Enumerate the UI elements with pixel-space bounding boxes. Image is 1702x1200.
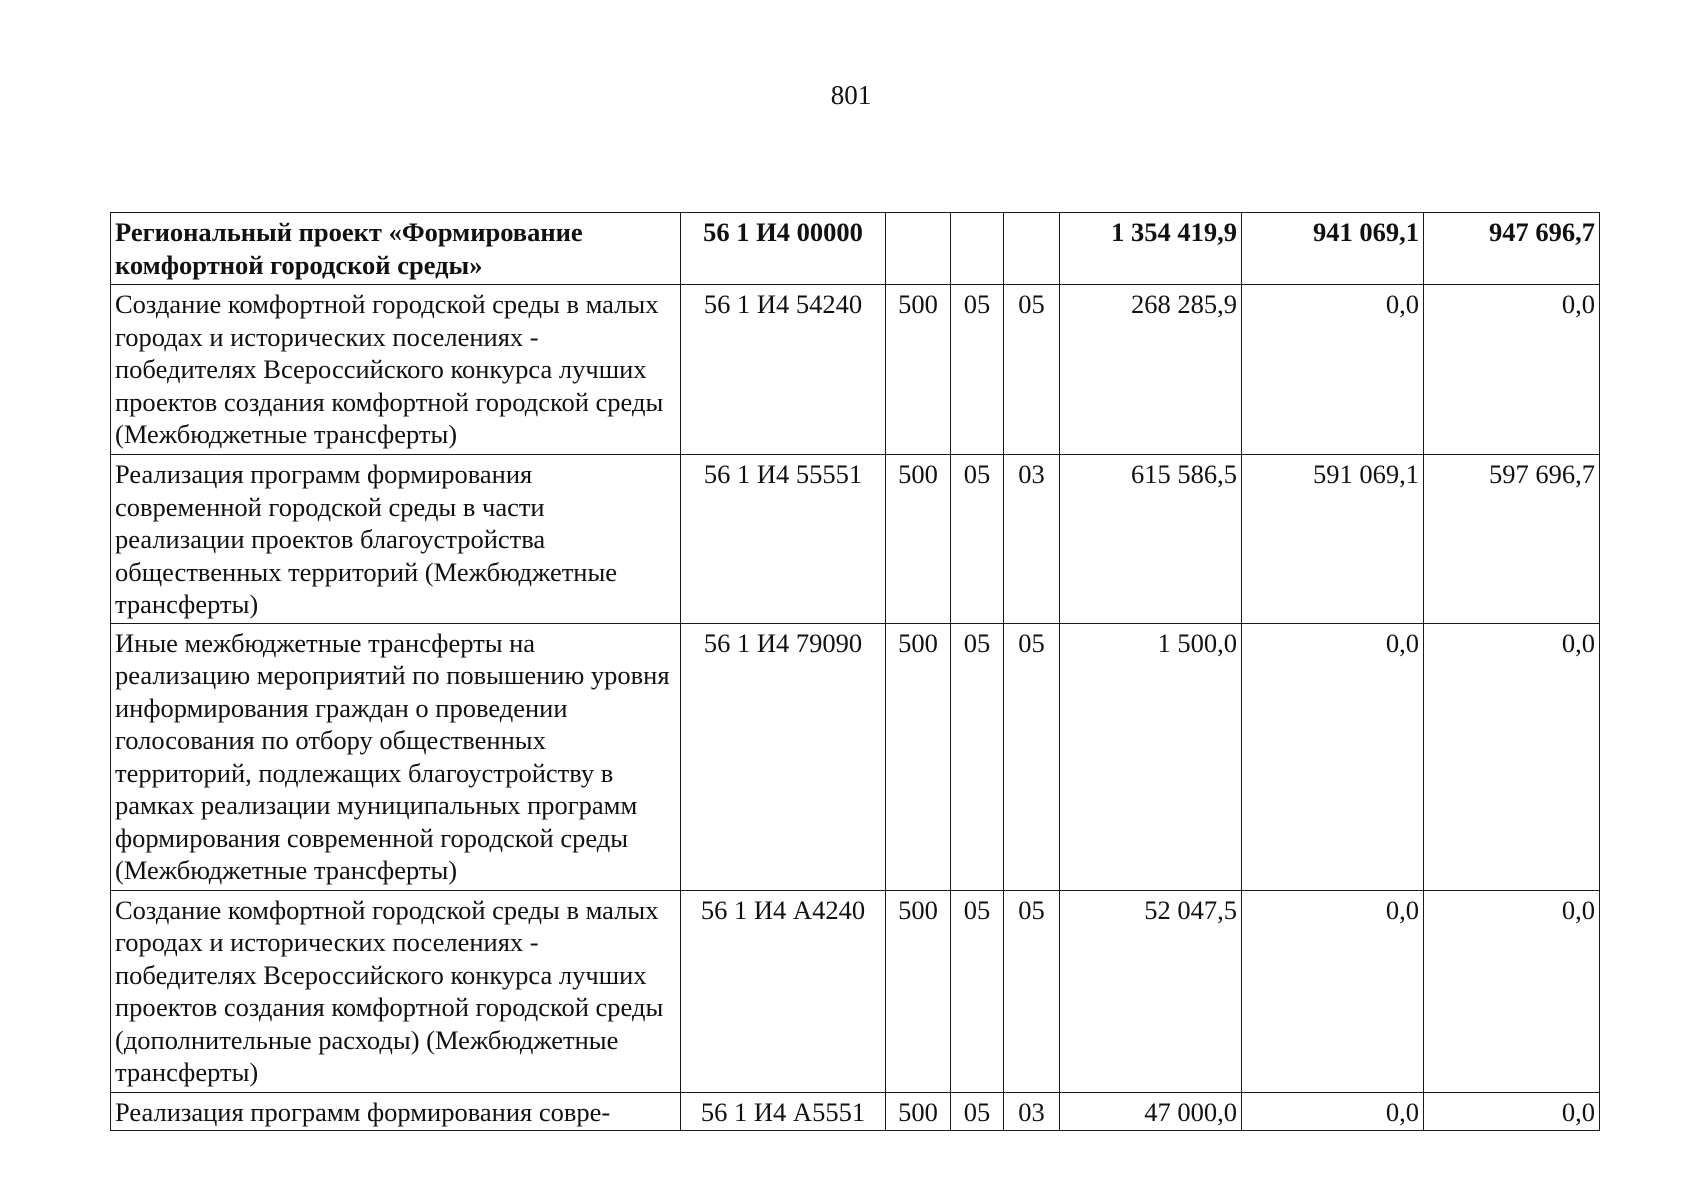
- cell-amount-3: 597 696,7: [1424, 455, 1600, 624]
- cell-subsection: 05: [1004, 890, 1060, 1092]
- table-row: [111, 285, 1600, 455]
- cell-target-code: 56 1 И4 55551: [681, 455, 886, 624]
- table-row: [111, 623, 1600, 890]
- cell-subsection: 03: [1004, 455, 1060, 624]
- cell-item-name: [111, 455, 681, 624]
- cell-item-name: [111, 213, 681, 285]
- cell-expense-type: 500: [886, 455, 951, 624]
- cell-amount-3: 0,0: [1424, 285, 1600, 455]
- cell-amount-1: 52 047,5: [1060, 890, 1242, 1092]
- cell-expense-type: 500: [886, 890, 951, 1092]
- cell-target-code: 56 1 И4 А5551: [681, 1092, 886, 1131]
- item-name: Региональный проект «Формирование комфортной городской среды»: [115, 217, 583, 280]
- cell-subsection: 05: [1004, 285, 1060, 455]
- cell-amount-1: 1 354 419,9: [1060, 213, 1242, 285]
- cell-target-code: 56 1 И4 79090: [681, 623, 886, 890]
- cell-amount-3: 0,0: [1424, 623, 1600, 890]
- cell-section: [951, 213, 1004, 285]
- cell-item-name: [111, 623, 681, 890]
- cell-target-code: 56 1 И4 А4240: [681, 890, 886, 1092]
- page-number: 801: [830, 80, 872, 110]
- cell-section: 05: [951, 1092, 1004, 1131]
- cell-section: 05: [951, 623, 1004, 890]
- cell-expense-type: 500: [886, 285, 951, 455]
- cell-amount-1: 1 500,0: [1060, 623, 1242, 890]
- cell-amount-3: 0,0: [1424, 890, 1600, 1092]
- table-row: [111, 213, 1600, 285]
- cell-expense-type: [886, 213, 951, 285]
- table-row: [111, 455, 1600, 624]
- cell-amount-2: 941 069,1: [1242, 213, 1424, 285]
- cell-amount-1: 47 000,0: [1060, 1092, 1242, 1131]
- cell-amount-2: 0,0: [1242, 1092, 1424, 1131]
- cell-target-code: 56 1 И4 00000: [681, 213, 886, 285]
- cell-amount-2: 0,0: [1242, 285, 1424, 455]
- cell-amount-2: 591 069,1: [1242, 455, 1424, 624]
- cell-section: 05: [951, 890, 1004, 1092]
- cell-item-name: [111, 890, 681, 1092]
- cell-amount-2: 0,0: [1242, 890, 1424, 1092]
- cell-amount-1: 268 285,9: [1060, 285, 1242, 455]
- budget-table: [110, 212, 1600, 1131]
- cell-amount-3: 0,0: [1424, 1092, 1600, 1131]
- cell-expense-type: 500: [886, 623, 951, 890]
- cell-section: 05: [951, 455, 1004, 624]
- item-name: Иные межбюджетные трансферты на реализацию мероприятий по повышению уровня информирования граждан о проведении голосования по отбору общественных территорий, подлежащих благоустройству в рамках реализации муниципальных программ формирования современной городской среды (Межбюджетные трансферты): [115, 627, 670, 885]
- cell-amount-1: 615 586,5: [1060, 455, 1242, 624]
- cell-item-name: [111, 285, 681, 455]
- cell-amount-3: 947 696,7: [1424, 213, 1600, 285]
- item-name: Создание комфортной городской среды в малых городах и исторических поселениях - победителях Всероссийского конкурса лучших проектов создания комфортной городской среды (дополнительные расходы) (Межбюджетные трансферты): [115, 894, 664, 1087]
- cell-subsection: 05: [1004, 623, 1060, 890]
- table-row: [111, 1092, 1600, 1131]
- item-name: Реализация программ формирования совре-: [115, 1096, 611, 1127]
- cell-target-code: 56 1 И4 54240: [681, 285, 886, 455]
- cell-amount-2: 0,0: [1242, 623, 1424, 890]
- cell-subsection: 03: [1004, 1092, 1060, 1131]
- cell-subsection: [1004, 213, 1060, 285]
- cell-expense-type: 500: [886, 1092, 951, 1131]
- item-name: Создание комфортной городской среды в малых городах и исторических поселениях - победителях Всероссийского конкурса лучших проектов создания комфортной городской среды (Межбюджетные трансферты): [115, 289, 664, 449]
- table-row: [111, 890, 1600, 1092]
- cell-item-name: [111, 1092, 681, 1131]
- cell-section: 05: [951, 285, 1004, 455]
- item-name: Реализация программ формирования современной городской среды в части реализации проектов благоустройства общественных территорий (Межбюджетные трансферты): [115, 459, 618, 619]
